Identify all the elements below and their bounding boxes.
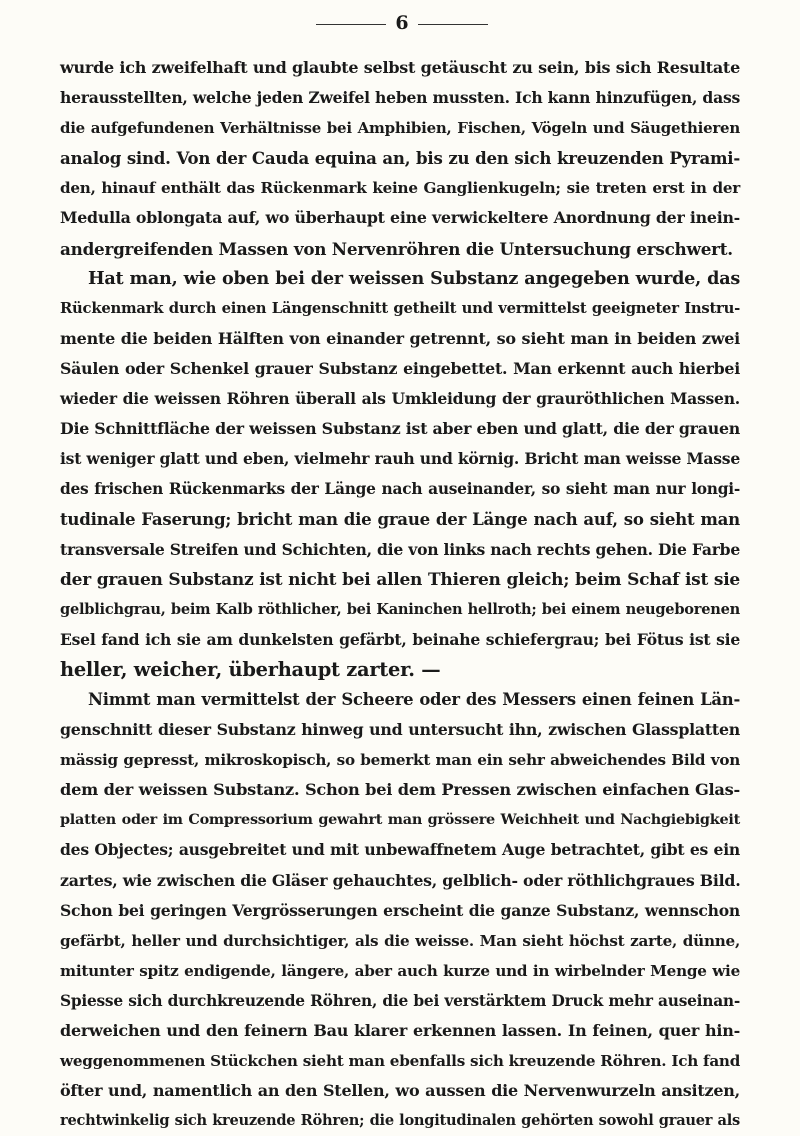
text-line: mitunter spitz endigende, längere, aber auch kurze und in wirbelnder Menge wie (60, 961, 740, 980)
text-line: den, hinauf enthält das Rückenmark keine Ganglienkugeln; sie treten erst in der (60, 179, 740, 198)
text-line: tudinale Faserung; bricht man die graue der Länge nach auf, so sieht man (60, 509, 740, 530)
text-line: zartes, wie zwischen die Gläser gehauchtes, gelblich- oder röthlichgraues Bild. (60, 870, 741, 890)
text-line: Die Schnittfläche der weissen Substanz ist aber eben und glatt, die der grauen (60, 419, 740, 439)
text-line: transversale Streifen und Schichten, die von links nach rechts gehen. Die Farbe (60, 539, 740, 559)
page-header (0, 10, 800, 38)
paragraph-end-line: andergreifenden Massen von Nervenröhren die Untersuchung erschwert. (60, 238, 733, 259)
text-line: Rückenmark durch einen Längenschnitt getheilt und vermittelst geeigneter Instru- (60, 299, 740, 317)
text-line: des frischen Rückenmarks der Länge nach auseinander, so sieht man nur longi- (60, 480, 740, 499)
text-line: genschnitt dieser Substanz hinweg und untersucht ihn, zwischen Glassplatten (60, 720, 740, 740)
body-text (60, 53, 740, 1136)
text-line: des Objectes; ausgebreitet und mit unbewaffnetem Auge betrachtet, gibt es ein (60, 840, 740, 860)
text-line: platten oder im Compressorium gewahrt man grössere Weichheit und Nachgiebigkeit (60, 811, 740, 829)
paragraph-start-line: Nimmt man vermittelst der Scheere oder des Messers einen feinen Län- (88, 689, 740, 709)
text-line: Spiesse sich durchkreuzende Röhren, die bei verstärktem Druck mehr auseinan- (60, 991, 740, 1010)
text-line: derweichen und den feinern Bau klarer erkennen lassen. In feinen, quer hin- (60, 1021, 740, 1040)
text-line: ist weniger glatt und eben, vielmehr rauh und körnig. Bricht man weisse Masse (60, 449, 740, 469)
text-line: mente die beiden Hälften von einander getrennt, so sieht man in beiden zwei (60, 328, 740, 348)
text-line: wurde ich zweifelhaft und glaubte selbst getäuscht zu sein, bis sich Resultate (60, 58, 740, 77)
text-line: gelblichgrau, beim Kalb röthlicher, bei Kaninchen hellroth; bei einem neugeborenen (60, 600, 740, 618)
text-line: Medulla oblongata auf, wo überhaupt eine verwickeltere Anordnung der inein- (60, 208, 740, 228)
header-rule-right (418, 24, 488, 25)
text-line: Esel fand ich sie am dunkelsten gefärbt, beinahe schiefergrau; bei Fötus ist sie (60, 629, 740, 649)
text-line: dem der weissen Substanz. Schon bei dem Pressen zwischen einfachen Glas- (60, 780, 740, 800)
text-line: mässig gepresst, mikroskopisch, so bemerkt man ein sehr abweichendes Bild von (60, 751, 740, 770)
text-line: Schon bei geringen Vergrösserungen erscheint die ganze Substanz, wennschon (60, 900, 740, 920)
header-rule-left (316, 24, 386, 25)
text-line: wieder die weissen Röhren überall als Umkleidung der grauröthlichen Massen. (60, 389, 740, 409)
text-line: die aufgefundenen Verhältnisse bei Amphibien, Fischen, Vögeln und Säugethieren (60, 119, 740, 138)
paragraph-end-line: heller, weicher, überhaupt zarter. — (60, 657, 441, 681)
page-number: 6 (395, 12, 409, 34)
text-line: Säulen oder Schenkel grauer Substanz eingebettet. Man erkennt auch hierbei (60, 358, 740, 378)
text-line: herausstellten, welche jeden Zweifel heben mussten. Ich kann hinzufügen, dass (60, 88, 740, 108)
text-line: weggenommenen Stückchen sieht man ebenfalls sich kreuzende Röhren. Ich fand (60, 1052, 741, 1071)
text-line: rechtwinkelig sich kreuzende Röhren; die longitudinalen gehörten sowohl grauer als (60, 1112, 740, 1130)
text-line: analog sind. Von der Cauda equina an, bis zu den sich kreuzenden Pyrami- (60, 148, 740, 169)
text-line: gefärbt, heller und durchsichtiger, als die weisse. Man sieht höchst zarte, dünne, (60, 931, 740, 950)
paragraph-start-line: Hat man, wie oben bei der weissen Substanz angegeben wurde, das (88, 267, 740, 289)
text-line: der grauen Substanz ist nicht bei allen Thieren gleich; beim Schaf ist sie (60, 569, 740, 590)
text-line: öfter und, namentlich an den Stellen, wo aussen die Nervenwurzeln ansitzen, (60, 1081, 740, 1101)
